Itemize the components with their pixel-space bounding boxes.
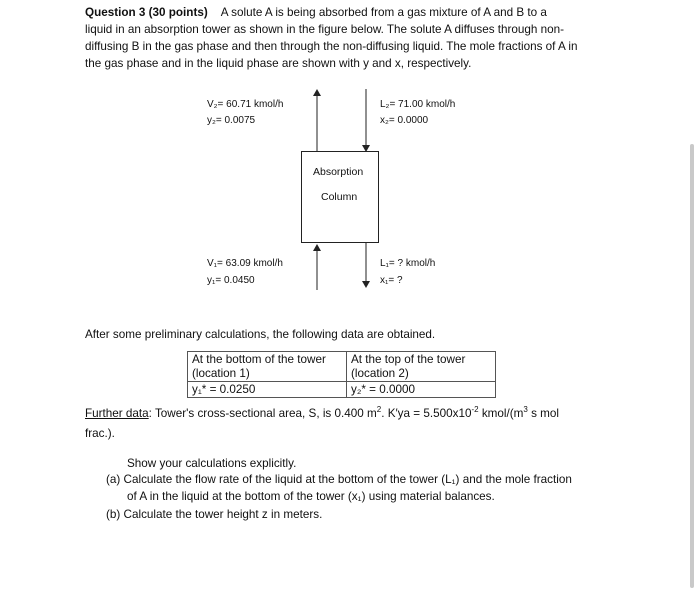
show-calculations: Show your calculations explicitly. xyxy=(127,457,297,470)
part-a-line-2: of A in the liquid at the bottom of the tower (x₁) using material balances. xyxy=(127,490,495,503)
further-text-a: : Tower's cross-sectional area, S, is 0.400 m xyxy=(148,407,377,420)
top-value: y₂* = 0.0000 xyxy=(347,382,496,398)
preliminary-text: After some preliminary calculations, the following data are obtained. xyxy=(85,328,436,341)
table-cell xyxy=(188,352,347,382)
part-a-line-1: (a) Calculate the flow rate of the liquid at the bottom of the tower (L₁) and the mole fraction xyxy=(106,473,572,486)
l1-label: L₁= ? kmol/h xyxy=(380,258,436,269)
further-sup-b: -2 xyxy=(471,405,479,415)
further-text-c: kmol/(m xyxy=(478,407,524,420)
top-header: At the top of the tower xyxy=(351,353,466,366)
bottom-header: At the bottom of the tower xyxy=(192,353,326,366)
table-row xyxy=(188,352,496,382)
column-label-1: Absorption xyxy=(313,166,364,178)
data-table xyxy=(187,351,496,398)
x2-label: x₂= 0.0000 xyxy=(380,115,429,126)
column-label-2: Column xyxy=(321,191,358,203)
question-title: Question 3 (30 points) xyxy=(85,6,208,19)
gas-in-arrowhead xyxy=(313,244,321,251)
y2-label: y₂= 0.0075 xyxy=(207,115,256,126)
bottom-location: (location 1) xyxy=(192,367,250,380)
gas-out-arrowhead xyxy=(313,89,321,96)
top-location: (location 2) xyxy=(351,367,409,380)
further-sup-c: 3 xyxy=(523,405,528,415)
liquid-out-arrowhead xyxy=(362,281,370,288)
further-text-b: . K′ya = 5.500x10 xyxy=(381,407,472,420)
further-sup-a: 2 xyxy=(376,405,382,415)
further-line-2: frac.). xyxy=(85,427,115,440)
v1-label: V₁= 63.09 kmol/h xyxy=(207,258,283,269)
further-data-label: Further data xyxy=(85,407,149,420)
intro-line-3: diffusing B in the gas phase and then through the non-diffusing liquid. The mole fractions of A in xyxy=(85,40,578,53)
intro-line-4: the gas phase and in the liquid phase are shown with y and x, respectively. xyxy=(85,57,472,70)
bottom-value: y₁* = 0.0250 xyxy=(188,382,347,398)
l2-label: L₂= 71.00 kmol/h xyxy=(380,99,456,110)
part-b-line: (b) Calculate the tower height z in meters. xyxy=(106,508,323,521)
intro-line-2: liquid in an absorption tower as shown in the figure below. The solute A diffuses through non- xyxy=(85,23,565,36)
further-data-line xyxy=(85,405,559,422)
liquid-in-arrowhead xyxy=(362,145,370,152)
intro-first-line: A solute A is being absorbed from a gas mixture of A and B to a xyxy=(220,6,547,19)
further-text-d: s mol xyxy=(527,407,560,420)
table-cell xyxy=(347,352,496,382)
y1-label: y₁= 0.0450 xyxy=(207,275,255,286)
x1-label: x₁= ? xyxy=(380,275,403,286)
v2-label: V₂= 60.71 kmol/h xyxy=(207,99,284,110)
table-row xyxy=(188,382,496,398)
